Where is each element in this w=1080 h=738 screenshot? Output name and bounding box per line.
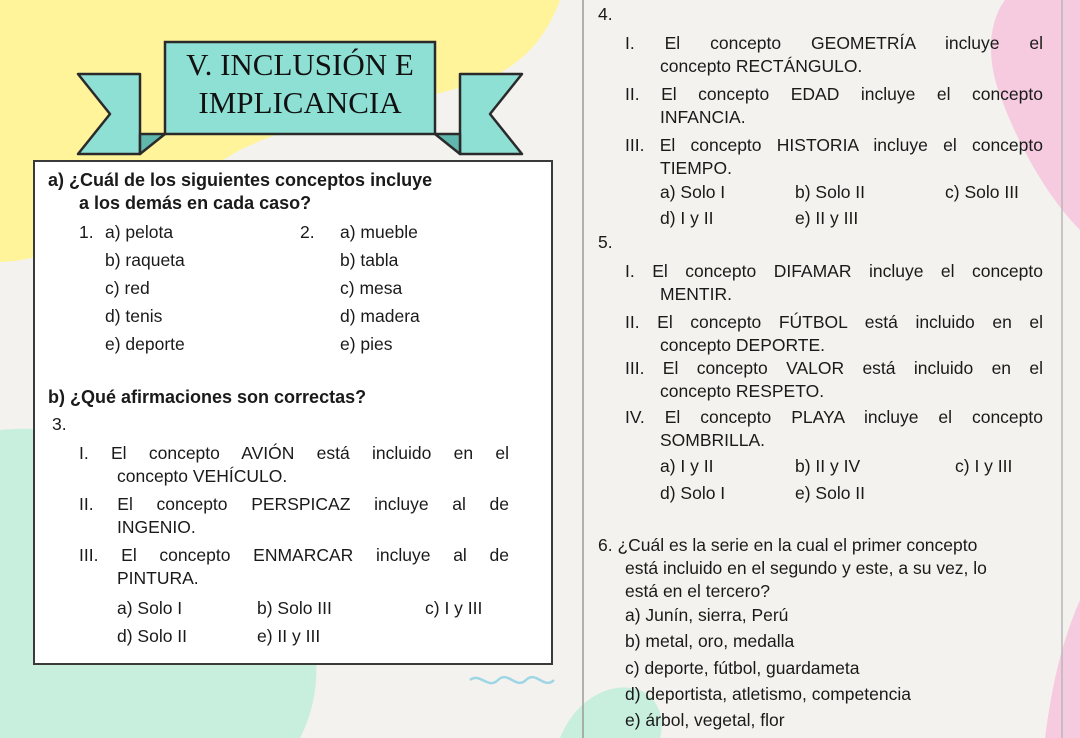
q3-statement-3-line1: III. El concepto ENMARCAR incluye al de: [79, 545, 509, 565]
q5-statement-1-line1: I. El concepto DIFAMAR incluye el concepto: [625, 261, 1043, 281]
q1-option-c: c) red: [105, 278, 150, 298]
q6-line3: está en el tercero?: [625, 581, 770, 601]
q3-number: 3.: [52, 414, 67, 434]
q3-statement-2-line2: INGENIO.: [117, 517, 196, 537]
section-a-heading-line1: a) ¿Cuál de los siguientes conceptos incluye: [48, 170, 433, 190]
q1-number: 1.: [79, 222, 94, 242]
q6-option-d: d) deportista, atletismo, competencia: [625, 684, 911, 704]
q1-option-e: e) deporte: [105, 334, 185, 354]
q4-statement-1-line1: I. El concepto GEOMETRÍA incluye el: [625, 33, 1043, 53]
q4-option-d: d) I y II: [660, 208, 714, 228]
ribbon-fold-right: [435, 134, 460, 154]
q4-number: 4.: [598, 4, 613, 24]
q3-option-d: d) Solo II: [117, 626, 188, 646]
q2-option-b: b) tabla: [340, 250, 399, 270]
banner-title-line2: IMPLICANCIA: [198, 85, 402, 120]
q5-statement-2-line1: II. El concepto FÚTBOL está incluido en el: [625, 312, 1043, 332]
q1-option-b: b) raqueta: [105, 250, 185, 270]
banner-title-line1: V. INCLUSIÓN E: [186, 47, 414, 82]
q2-option-d: d) madera: [340, 306, 420, 326]
q4-statement-3-line2: TIEMPO.: [660, 158, 732, 178]
q5-statement-4-line2: SOMBRILLA.: [660, 430, 766, 450]
q2-option-c: c) mesa: [340, 278, 403, 298]
q5-number: 5.: [598, 232, 613, 252]
squiggle-decoration: [470, 677, 554, 683]
q6-line2: está incluido en el segundo y este, a su vez, lo: [625, 558, 987, 578]
q5-option-b: b) II y IV: [795, 456, 861, 476]
q4-option-c: c) Solo III: [945, 182, 1019, 202]
section-b-heading: b) ¿Qué afirmaciones son correctas?: [48, 387, 367, 407]
q5-option-a: a) I y II: [660, 456, 714, 476]
q4-option-a: a) Solo I: [660, 182, 726, 202]
q3-statement-1-line1: I. El concepto AVIÓN está incluido en el: [79, 443, 509, 463]
q6-option-b: b) metal, oro, medalla: [625, 631, 795, 651]
q6-line1: 6. ¿Cuál es la serie en la cual el primer concepto: [598, 535, 978, 555]
q5-statement-3-line2: concepto RESPETO.: [660, 381, 825, 401]
q5-statement-3-line1: III. El concepto VALOR está incluido en el: [625, 358, 1043, 378]
q3-statement-3-line2: PINTURA.: [117, 568, 199, 588]
q6-option-e: e) árbol, vegetal, flor: [625, 710, 785, 730]
q3-option-b: b) Solo III: [257, 598, 332, 618]
q2-option-e: e) pies: [340, 334, 393, 354]
q2-option-a: a) mueble: [340, 222, 418, 242]
q3-statement-1-line2: concepto VEHÍCULO.: [117, 466, 288, 486]
q5-statement-4-line1: IV. El concepto PLAYA incluye el concepto: [625, 407, 1043, 427]
q4-statement-3-line1: III. El concepto HISTORIA incluye el concepto: [625, 135, 1043, 155]
q4-option-e: e) II y III: [795, 208, 859, 228]
q5-option-e: e) Solo II: [795, 483, 866, 503]
q3-option-a: a) Solo I: [117, 598, 183, 618]
q6-option-a: a) Junín, sierra, Perú: [625, 605, 789, 625]
q3-option-e: e) II y III: [257, 626, 321, 646]
ribbon-fold-left: [140, 134, 165, 154]
q1-option-d: d) tenis: [105, 306, 163, 326]
q5-option-c: c) I y III: [955, 456, 1013, 476]
q3-option-c: c) I y III: [425, 598, 483, 618]
q4-statement-2-line2: INFANCIA.: [660, 107, 746, 127]
q4-option-b: b) Solo II: [795, 182, 866, 202]
q5-option-d: d) Solo I: [660, 483, 726, 503]
q6-option-c: c) deporte, fútbol, guardameta: [625, 658, 860, 678]
q4-statement-1-line2: concepto RECTÁNGULO.: [660, 56, 863, 76]
q2-number: 2.: [300, 222, 315, 242]
q5-statement-2-line2: concepto DEPORTE.: [660, 335, 826, 355]
q1-option-a: a) pelota: [105, 222, 174, 242]
q5-statement-1-line2: MENTIR.: [660, 284, 732, 304]
q3-statement-2-line1: II. El concepto PERSPICAZ incluye al de: [79, 494, 509, 514]
section-a-heading-line2: a los demás en cada caso?: [79, 193, 312, 213]
q4-statement-2-line1: II. El concepto EDAD incluye el concepto: [625, 84, 1043, 104]
